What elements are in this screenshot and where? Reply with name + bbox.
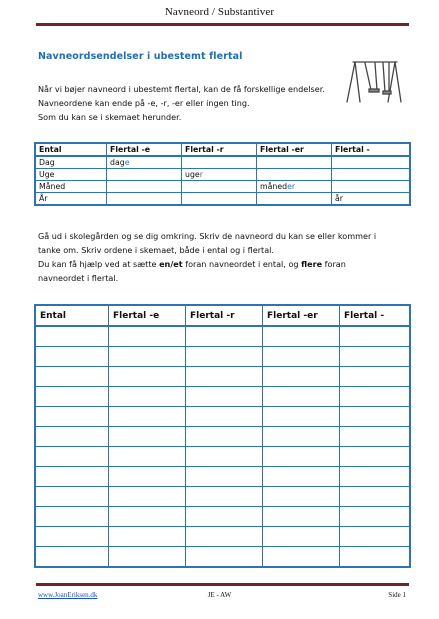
table-row <box>35 193 410 206</box>
flertal-cell <box>257 156 332 169</box>
flertal-cell <box>182 156 257 169</box>
answer-cell[interactable] <box>35 467 109 487</box>
answer-cell[interactable] <box>263 347 340 367</box>
exercise-table <box>34 304 411 568</box>
column-header: Flertal -r <box>182 143 257 156</box>
table-row <box>35 427 410 447</box>
column-header: Flertal - <box>340 305 411 326</box>
answer-cell[interactable] <box>109 467 186 487</box>
flertal-cell: dage <box>107 156 182 169</box>
table-row <box>35 407 410 427</box>
answer-cell[interactable] <box>263 547 340 568</box>
answer-cell[interactable] <box>263 487 340 507</box>
answer-cell[interactable] <box>109 347 186 367</box>
answer-cell[interactable] <box>340 527 411 547</box>
table-row <box>35 447 410 467</box>
answer-cell[interactable] <box>35 387 109 407</box>
flertal-cell <box>332 156 411 169</box>
table-row <box>35 181 410 193</box>
answer-cell[interactable] <box>340 487 411 507</box>
intro-paragraph <box>38 82 368 124</box>
column-header: Flertal - <box>332 143 411 156</box>
table-row <box>35 507 410 527</box>
answer-cell[interactable] <box>186 367 263 387</box>
task-line: Du kan få hjælp ved at sætte en/et foran navneordet i ental, og flere foran <box>38 259 346 269</box>
flertal-cell <box>182 181 257 193</box>
column-header: Ental <box>35 143 107 156</box>
answer-cell[interactable] <box>263 527 340 547</box>
answer-cell[interactable] <box>186 487 263 507</box>
answer-cell[interactable] <box>340 387 411 407</box>
answer-cell[interactable] <box>109 447 186 467</box>
answer-cell[interactable] <box>186 347 263 367</box>
exercise-rows <box>35 326 410 567</box>
flertal-cell: uger <box>182 169 257 181</box>
flertal-cell <box>332 181 411 193</box>
table-row <box>35 156 410 169</box>
swing-icon <box>345 58 403 104</box>
table-row <box>35 487 410 507</box>
answer-cell[interactable] <box>109 407 186 427</box>
answer-cell[interactable] <box>109 326 186 347</box>
answer-cell[interactable] <box>186 467 263 487</box>
answer-cell[interactable] <box>186 326 263 347</box>
answer-cell[interactable] <box>263 407 340 427</box>
answer-cell[interactable] <box>263 507 340 527</box>
intro-line: Som du kan se i skemaet herunder. <box>38 112 182 122</box>
intro-line: Når vi bøjer navneord i ubestemt flertal, kan de få forskellige endelser. <box>38 84 325 94</box>
column-header: Flertal -er <box>257 143 332 156</box>
flertal-cell: måneder <box>257 181 332 193</box>
answer-cell[interactable] <box>35 447 109 467</box>
answer-cell[interactable] <box>340 467 411 487</box>
column-header: Ental <box>35 305 109 326</box>
answer-cell[interactable] <box>340 427 411 447</box>
answer-cell[interactable] <box>263 387 340 407</box>
table-row <box>35 527 410 547</box>
answer-cell[interactable] <box>186 427 263 447</box>
flertal-cell <box>257 193 332 206</box>
table-row <box>35 169 410 181</box>
table-header-row <box>35 305 410 326</box>
answer-cell[interactable] <box>35 507 109 527</box>
flertal-cell <box>332 169 411 181</box>
answer-cell[interactable] <box>263 367 340 387</box>
footer-author: JE - AW <box>207 591 232 599</box>
flertal-cell <box>107 169 182 181</box>
header-rule <box>36 23 409 26</box>
answer-cell[interactable] <box>263 467 340 487</box>
flertal-cell <box>182 193 257 206</box>
answer-cell[interactable] <box>35 347 109 367</box>
flertal-cell <box>107 181 182 193</box>
answer-cell[interactable] <box>263 326 340 347</box>
answer-cell[interactable] <box>186 387 263 407</box>
example-table <box>34 142 411 206</box>
ental-cell: Dag <box>35 156 107 169</box>
answer-cell[interactable] <box>35 427 109 447</box>
ental-cell: Uge <box>35 169 107 181</box>
task-paragraph <box>38 229 410 285</box>
answer-cell[interactable] <box>340 407 411 427</box>
table-row <box>35 326 410 347</box>
task-line: Gå ud i skolegården og se dig omkring. Skriv de navneord du kan se eller kommer i <box>38 231 377 241</box>
footer-rule <box>36 583 409 586</box>
answer-cell[interactable] <box>109 427 186 447</box>
answer-cell[interactable] <box>340 447 411 467</box>
answer-cell[interactable] <box>35 326 109 347</box>
column-header: Flertal -e <box>109 305 186 326</box>
answer-cell[interactable] <box>186 527 263 547</box>
answer-cell[interactable] <box>186 447 263 467</box>
answer-cell[interactable] <box>340 326 411 347</box>
answer-cell[interactable] <box>340 507 411 527</box>
ental-cell: År <box>35 193 107 206</box>
task-line: navneordet i flertal. <box>38 273 119 283</box>
answer-cell[interactable] <box>35 487 109 507</box>
flertal-cell <box>257 169 332 181</box>
table-row <box>35 467 410 487</box>
answer-cell[interactable] <box>109 387 186 407</box>
answer-cell[interactable] <box>340 367 411 387</box>
table-row <box>35 387 410 407</box>
column-header: Flertal -e <box>107 143 182 156</box>
table-header-row <box>35 143 410 156</box>
header-title: Navneord / Substantiver <box>164 6 275 18</box>
answer-cell[interactable] <box>109 367 186 387</box>
answer-cell[interactable] <box>35 407 109 427</box>
answer-cell[interactable] <box>35 367 109 387</box>
table-row <box>35 367 410 387</box>
answer-cell[interactable] <box>109 527 186 547</box>
flertal-cell <box>107 193 182 206</box>
answer-cell[interactable] <box>340 347 411 367</box>
answer-cell[interactable] <box>109 547 186 568</box>
column-header: Flertal -r <box>186 305 263 326</box>
answer-cell[interactable] <box>186 507 263 527</box>
section-title: Navneordsendelser i ubestemt flertal <box>38 51 243 62</box>
ental-cell: Måned <box>35 181 107 193</box>
page-number: Side 1 <box>388 591 406 599</box>
answer-cell[interactable] <box>186 547 263 568</box>
table-row <box>35 547 410 568</box>
task-line: tanke om. Skriv ordene i skemaet, både i ental og i flertal. <box>38 245 274 255</box>
answer-cell[interactable] <box>263 447 340 467</box>
answer-cell[interactable] <box>35 547 109 568</box>
answer-cell[interactable] <box>109 487 186 507</box>
flertal-cell: år <box>332 193 411 206</box>
table-row <box>35 347 410 367</box>
answer-cell[interactable] <box>263 427 340 447</box>
answer-cell[interactable] <box>35 527 109 547</box>
answer-cell[interactable] <box>340 547 411 568</box>
website-link[interactable]: www.JoanEriksen.dk <box>38 591 98 599</box>
intro-line: Navneordene kan ende på -e, -r, -er eller ingen ting. <box>38 98 250 108</box>
answer-cell[interactable] <box>109 507 186 527</box>
column-header: Flertal -er <box>263 305 340 326</box>
answer-cell[interactable] <box>186 407 263 427</box>
